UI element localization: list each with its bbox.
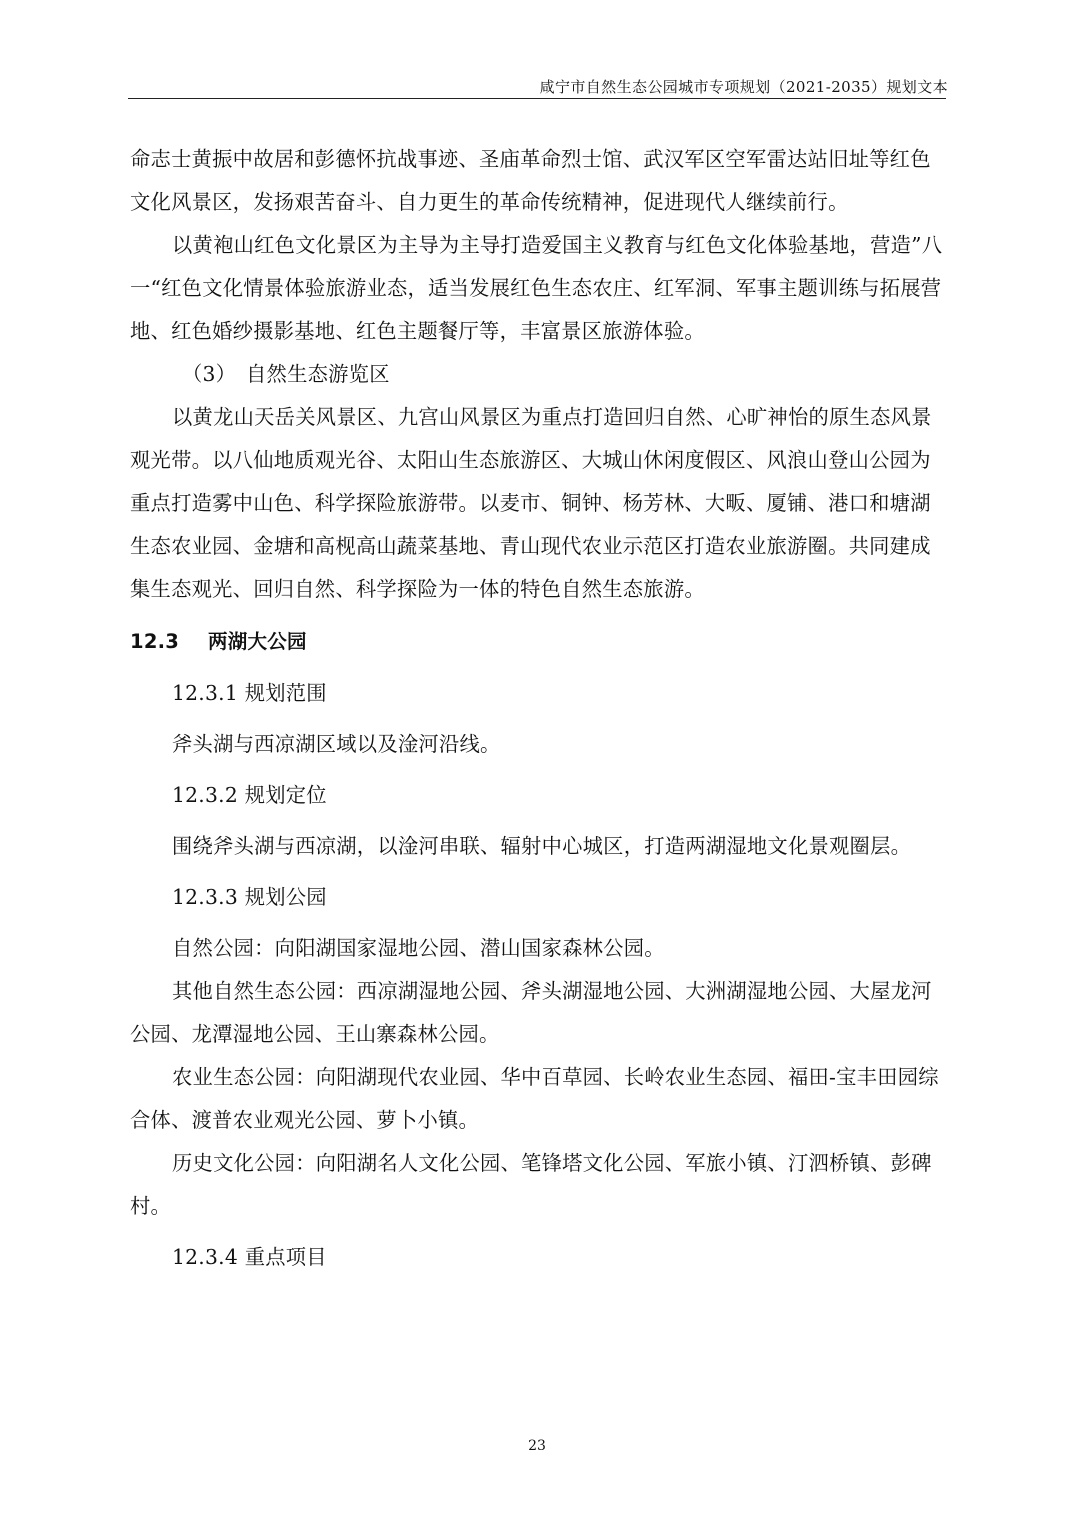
- list-item-title: 自然生态游览区: [246, 362, 390, 386]
- section-heading: [130, 620, 944, 663]
- paragraph-agricultural-parks: 农业生态公园：向阳湖现代农业园、华中百草园、长岭农业生态园、福田-宝丰田园综合体、渡普农业观光公园、萝卜小镇。: [130, 1065, 939, 1132]
- paragraph-natural-parks: 自然公园：向阳湖国家湿地公园、潜山国家森林公园。: [172, 936, 665, 960]
- list-item-natural-ecology-zone: [130, 353, 944, 396]
- paragraph-huangpao-mountain: 以黄袍山红色文化景区为主导为主导打造爱国主义教育与红色文化体验基地，营造”八一“红色文化情景体验旅游业态，适当发展红色生态农庄、红军洞、军事主题训练与拓展营地、红色婚纱摄影基地、红色主题餐厅等，丰富景区旅游体验。: [130, 233, 943, 343]
- paragraph-other-ecology-parks: 其他自然生态公园：西凉湖湿地公园、斧头湖湿地公园、大洲湖湿地公园、大屋龙河公园、龙潭湿地公园、王山寨森林公园。: [130, 979, 932, 1046]
- page-number: 23: [528, 1438, 546, 1454]
- header-divider: [128, 98, 946, 99]
- paragraph-planning-positioning: 围绕斧头湖与西凉湖，以淦河串联、辐射中心城区，打造两湖湿地文化景观圈层。: [172, 834, 912, 858]
- paragraph-natural-ecology-tourism: 以黄龙山天岳关风景区、九宫山风景区为重点打造回归自然、心旷神怡的原生态风景观光带。以八仙地质观光谷、太阳山生态旅游区、大城山休闲度假区、风浪山登山公园为重点打造雾中山色、科学探险旅游带。以麦市、铜钟、杨芳林、大畈、厦铺、港口和塘湖生态农业园、金塘和高枧高山蔬菜基地、青山现代农业示范区打造农业旅游圈。共同建成集生态观光、回归自然、科学探险为一体的特色自然生态旅游。: [130, 405, 932, 601]
- section-title: 两湖大公园: [208, 630, 307, 653]
- running-header: 咸宁市自然生态公园城市专项规划（2021-2035）规划文本: [539, 78, 948, 96]
- subsection-heading-key-projects: 12.3.4 重点项目: [172, 1245, 327, 1269]
- paragraph-red-culture-sites: 命志士黄振中故居和彭德怀抗战事迹、圣庙革命烈士馆、武汉军区空军雷达站旧址等红色文化风景区，发扬艰苦奋斗、自力更生的革命传统精神，促进现代人继续前行。: [130, 147, 931, 214]
- paragraph-planning-scope: 斧头湖与西凉湖区域以及淦河沿线。: [172, 732, 501, 756]
- subsection-heading-positioning: 12.3.2 规划定位: [172, 783, 327, 807]
- subsection-heading-parks: 12.3.3 规划公园: [172, 885, 327, 909]
- list-item-number: （3）: [182, 362, 237, 386]
- paragraph-historical-parks: 历史文化公园：向阳湖名人文化公园、笔锋塔文化公园、军旅小镇、汀泗桥镇、彭碑村。: [130, 1151, 932, 1218]
- section-number: 12.3: [130, 630, 180, 653]
- subsection-heading-scope: 12.3.1 规划范围: [172, 681, 327, 705]
- page-body: [130, 138, 944, 1287]
